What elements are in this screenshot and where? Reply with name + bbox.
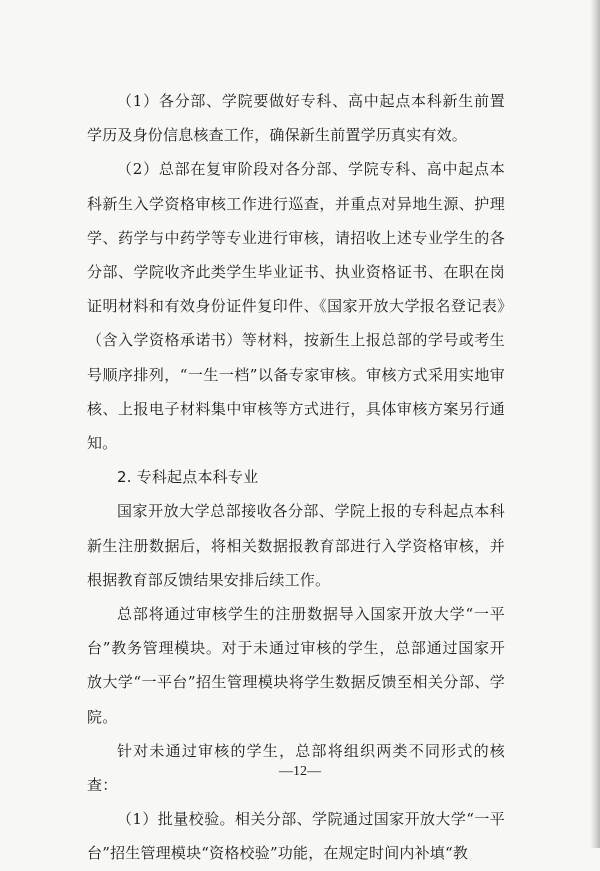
paragraph-2: （2）总部在复审阶段对各分部、学院专科、高中起点本科新生入学资格审核工作进行巡查，并重点对异地生源、护理学、药学与中药学等专业进行审核，请招收上述专业学生的各分部、学院收齐此类学生毕业证书、执业资格证书、在职在岗证明材料和有效身份证件复印件、《国家开放大学报名登记表》（含入学资格承诺书）等材料，按新生上报总部的学号或考生号顺序排列，“一生一档”以备专家审核。审核方式采用实地审核、上报电子材料集中审核等方式进行，具体审核方案另行通知。 (87, 160, 505, 453)
page-number: —12— (279, 764, 321, 779)
paragraph-4: 总部将通过审核学生的注册数据导入国家开放大学“一平台”教务管理模块。对于未通过审核的学生，总部通过国家开放大学“一平台”招生管理模块将学生数据反馈至相关分部、学院。 (87, 605, 505, 726)
page-edge-shadow (590, 0, 600, 848)
document-body (87, 84, 505, 871)
paragraph-6: （1）批量校验。相关分部、学院通过国家开放大学“一平台”招生管理模块“资格校验”功能，在规定时间内补填“教 (87, 810, 505, 863)
section-heading: 2. 专科起点本科专业 (117, 468, 259, 487)
paragraph-3: 国家开放大学总部接收各分部、学院上报的专科起点本科新生注册数据后，将相关数据报教育部进行入学资格审核，并根据教育部反馈结果安排后续工作。 (87, 502, 505, 589)
paragraph-1: （1）各分部、学院要做好专科、高中起点本科新生前置学历及身份信息核查工作，确保新生前置学历真实有效。 (87, 92, 505, 145)
paragraph-5: 针对未通过审核的学生，总部将组织两类不同形式的核查： (87, 741, 505, 795)
